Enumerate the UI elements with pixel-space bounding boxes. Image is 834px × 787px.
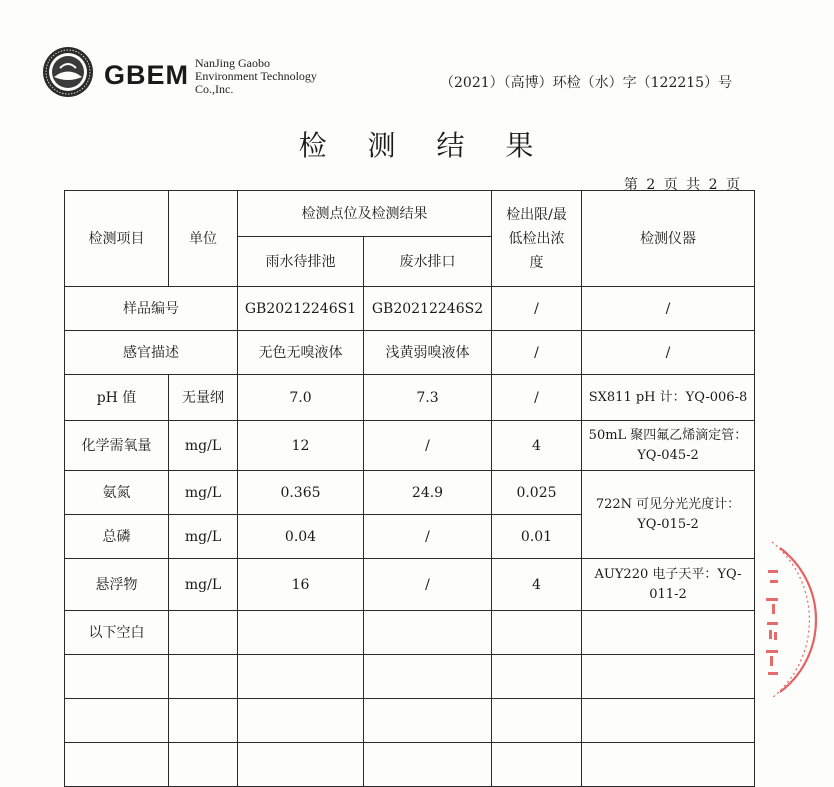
cell-value: 12 xyxy=(238,421,364,471)
header-item: 检测项目 xyxy=(65,191,169,287)
empty-cell xyxy=(238,743,364,787)
cell-value: / xyxy=(492,375,582,421)
header-point2: 废水排口 xyxy=(364,237,492,287)
table-header-row xyxy=(65,191,755,237)
empty-cell xyxy=(364,743,492,787)
cell-value: 浅黄弱嗅液体 xyxy=(364,331,492,375)
empty-cell xyxy=(65,655,169,699)
brand-name: GBEM xyxy=(104,60,189,90)
cell-value: 7.3 xyxy=(364,375,492,421)
empty-cell xyxy=(364,655,492,699)
table-row xyxy=(65,375,755,421)
empty-cell xyxy=(582,699,755,743)
empty-cell xyxy=(169,699,238,743)
cell-value: / xyxy=(582,331,755,375)
cell-unit: mg/L xyxy=(169,421,238,471)
table-row xyxy=(65,471,755,515)
cell-instrument: 722N 可见分光光度计：YQ-015-2 xyxy=(582,471,755,559)
company-line: Environment Technology xyxy=(195,69,317,83)
empty-cell xyxy=(65,743,169,787)
cell-instrument: 50mL 聚四氟乙烯滴定管：YQ-045-2 xyxy=(582,421,755,471)
sensory-label: 感官描述 xyxy=(65,331,238,375)
cell-item: pH 值 xyxy=(65,375,169,421)
cell-instrument: AUY220 电子天平：YQ-011-2 xyxy=(582,559,755,611)
cell-item: 氨氮 xyxy=(65,471,169,515)
cell-item: 总磷 xyxy=(65,515,169,559)
page-indicator: 第 2 页 共 2 页 xyxy=(623,177,742,193)
header-points-results: 检测点位及检测结果 xyxy=(238,191,492,237)
document-number: （2021）（高博）环检（水）字（122215）号 xyxy=(440,75,733,91)
cell-unit: mg/L xyxy=(169,471,238,515)
cell-item: 悬浮物 xyxy=(65,559,169,611)
empty-cell xyxy=(169,743,238,787)
cell-value: 无色无嗅液体 xyxy=(238,331,364,375)
table-row xyxy=(65,331,755,375)
empty-cell xyxy=(238,611,364,655)
table-row xyxy=(65,421,755,471)
gbem-logo-icon xyxy=(42,46,94,98)
empty-cell xyxy=(492,655,582,699)
cell-value: / xyxy=(364,515,492,559)
cell-value: / xyxy=(492,331,582,375)
company-line: Co.,Inc. xyxy=(195,82,234,96)
cell-value: / xyxy=(582,287,755,331)
empty-cell xyxy=(492,743,582,787)
cell-value: GB20212246S2 xyxy=(364,287,492,331)
company-line: NanJing Gaobo xyxy=(195,56,270,70)
empty-cell xyxy=(582,743,755,787)
table-row xyxy=(65,655,755,699)
header-instrument: 检测仪器 xyxy=(582,191,755,287)
table-row xyxy=(65,559,755,611)
cell-value: 0.365 xyxy=(238,471,364,515)
cell-unit: mg/L xyxy=(169,559,238,611)
cell-value: 0.025 xyxy=(492,471,582,515)
empty-cell xyxy=(582,611,755,655)
empty-cell xyxy=(169,611,238,655)
table-row xyxy=(65,611,755,655)
empty-cell xyxy=(238,655,364,699)
cell-value: / xyxy=(364,421,492,471)
cell-unit: mg/L xyxy=(169,515,238,559)
cell-instrument: SX811 pH 计：YQ-006-8 xyxy=(582,375,755,421)
cell-unit: 无量纲 xyxy=(169,375,238,421)
company-name xyxy=(195,57,317,96)
blank-marker: 以下空白 xyxy=(65,611,169,655)
sample-id-label: 样品编号 xyxy=(65,287,238,331)
page-title: 检 测 结 果 xyxy=(298,129,550,162)
cell-value: 16 xyxy=(238,559,364,611)
table-row xyxy=(65,743,755,787)
cell-value: / xyxy=(364,559,492,611)
cell-value: / xyxy=(492,287,582,331)
empty-cell xyxy=(364,611,492,655)
empty-cell xyxy=(582,655,755,699)
table-row xyxy=(65,287,755,331)
header-point1: 雨水待排池 xyxy=(238,237,364,287)
table-row xyxy=(65,699,755,743)
empty-cell xyxy=(169,655,238,699)
results-table xyxy=(64,190,755,787)
red-seal-stamp-icon xyxy=(760,540,834,700)
cell-value: GB20212246S1 xyxy=(238,287,364,331)
cell-value: 4 xyxy=(492,559,582,611)
empty-cell xyxy=(492,611,582,655)
cell-value: 24.9 xyxy=(364,471,492,515)
empty-cell xyxy=(364,699,492,743)
cell-value: 7.0 xyxy=(238,375,364,421)
empty-cell xyxy=(492,699,582,743)
cell-value: 0.04 xyxy=(238,515,364,559)
header-unit: 单位 xyxy=(169,191,238,287)
empty-cell xyxy=(65,699,169,743)
header-limit: 检出限/最低检出浓度 xyxy=(492,191,582,287)
cell-item: 化学需氧量 xyxy=(65,421,169,471)
cell-value: 4 xyxy=(492,421,582,471)
empty-cell xyxy=(238,699,364,743)
cell-value: 0.01 xyxy=(492,515,582,559)
